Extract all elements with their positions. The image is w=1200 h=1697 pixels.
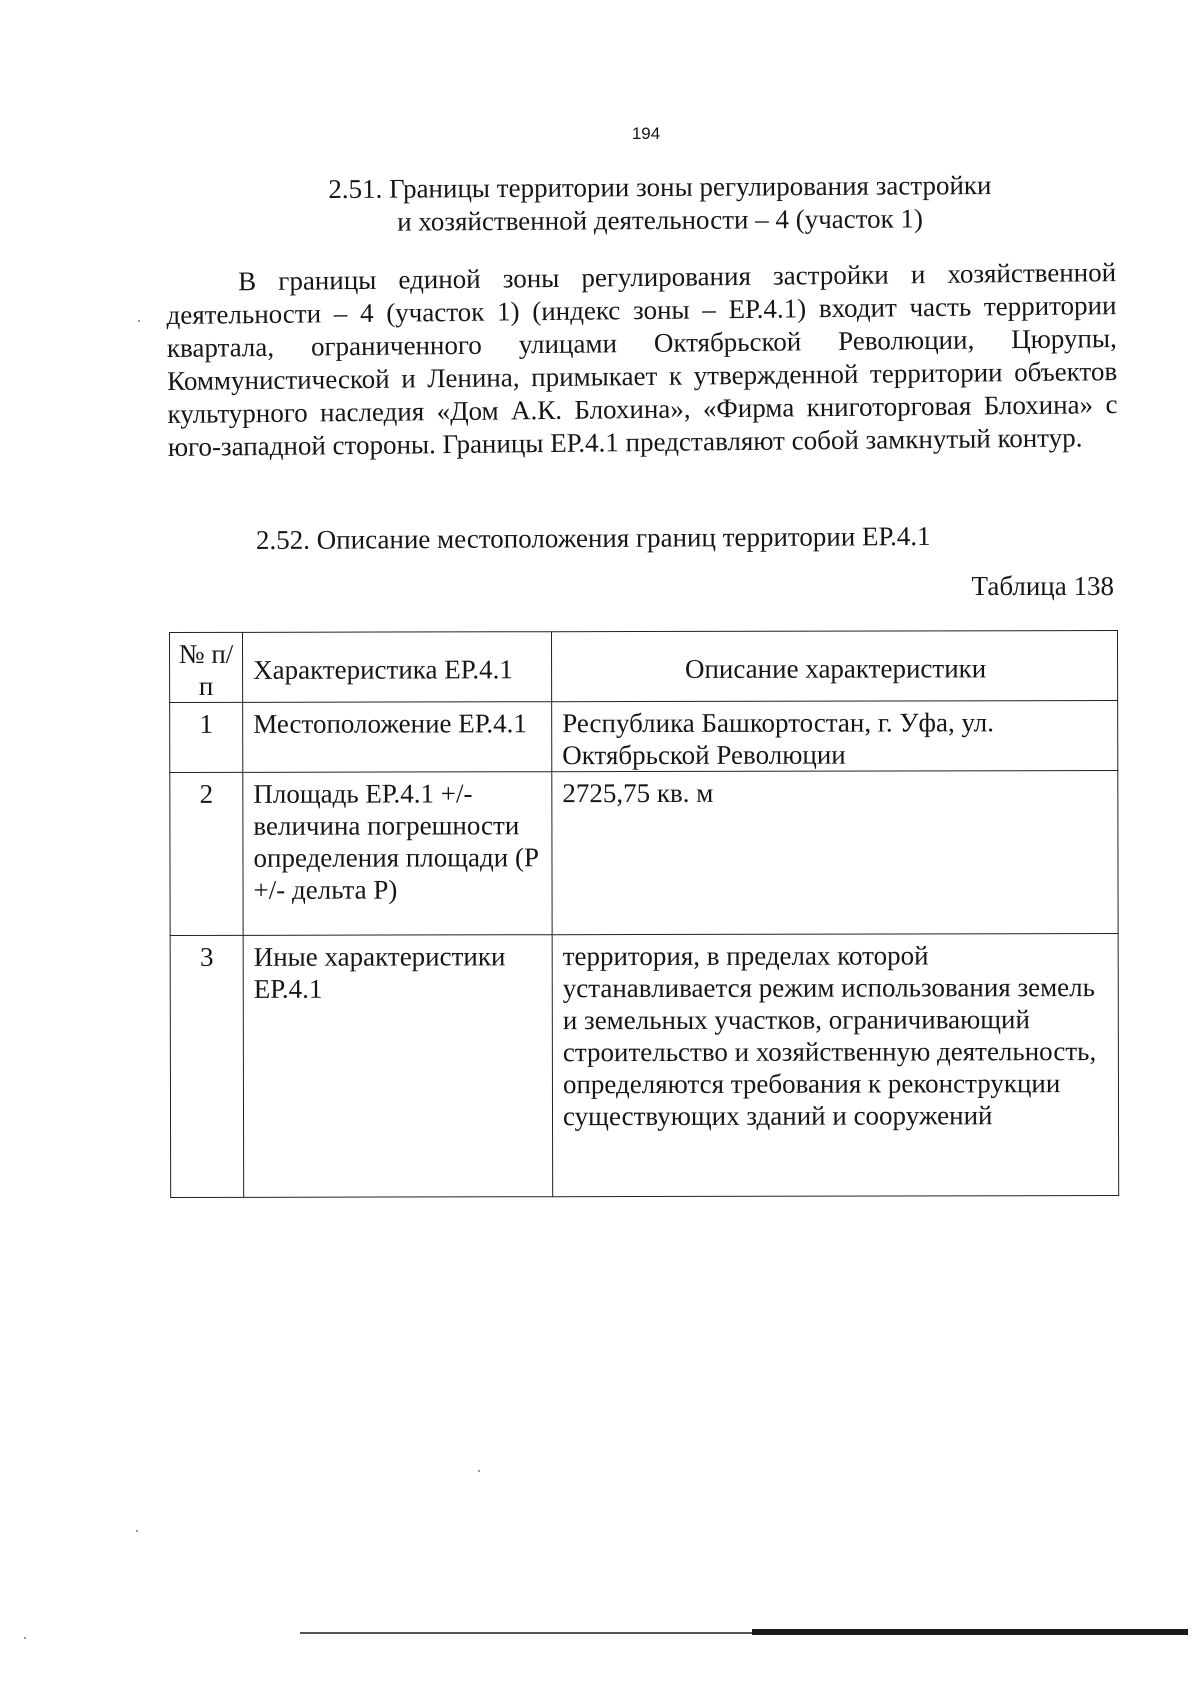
scan-speck — [478, 1470, 480, 1472]
row-characteristic: Местоположение ЕР.4.1 — [243, 702, 552, 773]
scan-speck — [138, 320, 140, 322]
scan-speck — [24, 1637, 26, 1639]
table-row — [170, 701, 1118, 773]
row-characteristic: Площадь ЕР.4.1 +/- величина погрешности определения площади (Р +/- дельта Р) — [243, 772, 552, 936]
section-heading-line-1: 2.51. Границы территории зоны регулирования застройки — [328, 169, 992, 205]
header-characteristic: Характеристика ЕР.4.1 — [243, 632, 552, 703]
row-description: Республика Башкортостан, г. Уфа, ул. Октябрьской Революции — [552, 701, 1118, 772]
table-header-row — [170, 631, 1118, 703]
header-number: № п/п — [170, 632, 243, 702]
row-characteristic: Иные характеристики ЕР.4.1 — [243, 935, 553, 1198]
characteristics-table — [169, 630, 1119, 1198]
table-caption: Таблица 138 — [971, 571, 1114, 601]
row-number: 2 — [170, 772, 243, 935]
row-number: 1 — [170, 702, 243, 772]
page-number: 194 — [631, 124, 661, 143]
row-description: территория, в пределах которой устанавливается режим использования земель и земельных участков, ограничивающий строительство и хозяйственную деятельность, определяются требования к реконструкции существующих зданий и сооружений — [552, 934, 1119, 1197]
table-row — [170, 934, 1119, 1198]
row-description: 2725,75 кв. м — [552, 771, 1118, 935]
header-description: Описание характеристики — [552, 631, 1118, 702]
footer-rule-bold — [752, 1629, 1188, 1635]
scan-speck — [136, 1530, 138, 1532]
row-number: 3 — [170, 935, 244, 1197]
section-heading-2-52: 2.52. Описание местоположения границ территории ЕР.4.1 — [255, 520, 931, 556]
section-body-paragraph: В границы единой зоны регулирования застройки и хозяйственной деятельности – 4 (участок 1) (индекс зоны – ЕР.4.1) входит часть территории квартала, ограниченного улицами Октябрьской Революции, Цюрупы, Коммунистической и Ленина, примыкает к утвержденной территории объектов культурного наследия «Дом А.К. Блохина», «Фирма книготорговая Блохина» с юго-западной стороны. Границы ЕР.4.1 представляют собой замкнутый контур. — [166, 257, 1118, 462]
section-heading-line-2: и хозяйственной деятельности – 4 (участок 1) — [397, 203, 924, 237]
table-row — [170, 771, 1118, 936]
section-heading-2-51 — [150, 168, 1170, 240]
